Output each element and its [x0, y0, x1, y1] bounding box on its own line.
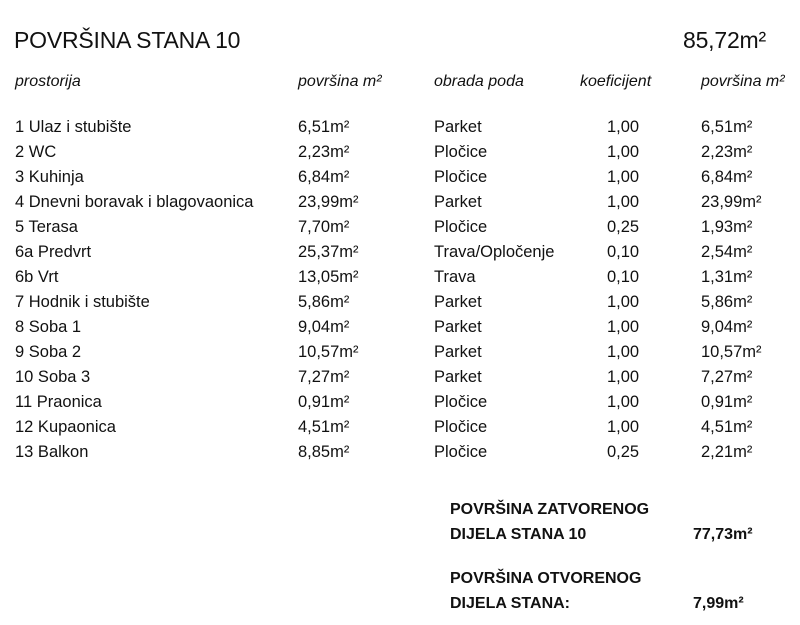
coefficient: 0,25 [607, 443, 640, 461]
room-name: 7 Hodnik i stubište [15, 293, 150, 311]
net-area: 0,91m² [701, 393, 753, 411]
net-area: 9,04m² [701, 318, 753, 336]
room-name: 13 Balkon [15, 443, 89, 461]
room-area: 6,51m² [298, 118, 350, 136]
table-row [0, 292, 800, 317]
total-area: 85,72m² [683, 27, 766, 53]
coefficient: 1,00 [607, 418, 640, 436]
room-name: 6a Predvrt [15, 243, 92, 261]
table-row [0, 242, 800, 267]
net-area: 5,86m² [701, 293, 753, 311]
room-name: 4 Dnevni boravak i blagovaonica [15, 193, 254, 211]
net-area: 10,57m² [701, 343, 762, 361]
coefficient: 1,00 [607, 293, 640, 311]
coefficient: 0,25 [607, 218, 640, 236]
floor-finish: Parket [434, 318, 482, 336]
room-name: 3 Kuhinja [15, 168, 84, 186]
table-row [0, 142, 800, 167]
room-name: 8 Soba 1 [15, 318, 82, 336]
coefficient: 1,00 [607, 318, 640, 336]
room-name: 2 WC [15, 143, 57, 161]
room-area: 6,84m² [298, 168, 350, 186]
column-header-coefficient: koeficijent [580, 73, 652, 90]
table-row [0, 442, 800, 467]
room-area: 0,91m² [298, 393, 350, 411]
column-header-area: površina m² [298, 73, 382, 90]
table-row [0, 392, 800, 417]
column-header-floor: obrada poda [434, 73, 524, 90]
floor-finish: Pločice [434, 218, 488, 236]
floor-finish: Trava/Opločenje [434, 243, 555, 261]
net-area: 6,51m² [701, 118, 753, 136]
room-area: 7,27m² [298, 368, 350, 386]
table-row [0, 117, 800, 142]
room-area: 5,86m² [298, 293, 350, 311]
table-row [0, 417, 800, 442]
floor-finish: Parket [434, 343, 482, 361]
net-area: 1,93m² [701, 218, 753, 236]
room-area: 7,70m² [298, 218, 350, 236]
open-area-summary [450, 566, 780, 616]
coefficient: 1,00 [607, 343, 640, 361]
coefficient: 0,10 [607, 243, 640, 261]
floor-finish: Trava [434, 268, 476, 286]
column-header-room: prostorija [15, 73, 81, 90]
net-area: 6,84m² [701, 168, 753, 186]
open-area-label-line-2: DIJELA STANA: [450, 595, 570, 612]
room-name: 11 Praonica [15, 393, 102, 411]
room-area: 23,99m² [298, 193, 359, 211]
room-area: 25,37m² [298, 243, 359, 261]
table-row [0, 192, 800, 217]
floor-finish: Parket [434, 368, 482, 386]
coefficient: 0,10 [607, 268, 640, 286]
room-name: 10 Soba 3 [15, 368, 91, 386]
closed-area-label-line-1: POVRŠINA ZATVORENOG [450, 501, 650, 518]
net-area: 2,23m² [701, 143, 753, 161]
floor-finish: Parket [434, 118, 482, 136]
coefficient: 1,00 [607, 118, 640, 136]
floor-finish: Pločice [434, 418, 488, 436]
closed-area-summary [450, 497, 780, 547]
open-area-label-line-1: POVRŠINA OTVORENOG [450, 570, 642, 587]
coefficient: 1,00 [607, 193, 640, 211]
coefficient: 1,00 [607, 143, 640, 161]
room-name: 1 Ulaz i stubište [15, 118, 132, 136]
table-row [0, 167, 800, 192]
room-table [0, 117, 800, 467]
closed-area-value: 77,73m² [693, 526, 753, 543]
floor-finish: Pločice [434, 443, 488, 461]
net-area: 1,31m² [701, 268, 753, 286]
open-area-value: 7,99m² [693, 595, 744, 612]
room-name: 9 Soba 2 [15, 343, 82, 361]
room-area: 10,57m² [298, 343, 359, 361]
table-row [0, 317, 800, 342]
floor-finish: Pločice [434, 393, 488, 411]
table-row [0, 367, 800, 392]
coefficient: 1,00 [607, 368, 640, 386]
net-area: 2,54m² [701, 243, 753, 261]
net-area: 7,27m² [701, 368, 753, 386]
coefficient: 1,00 [607, 393, 640, 411]
room-area: 4,51m² [298, 418, 350, 436]
net-area: 23,99m² [701, 193, 762, 211]
table-row [0, 267, 800, 292]
room-name: 6b Vrt [15, 268, 59, 286]
page-title: POVRŠINA STANA 10 [14, 27, 241, 53]
column-header-net-area: površina m² [701, 73, 785, 90]
floor-finish: Pločice [434, 168, 488, 186]
room-area: 9,04m² [298, 318, 350, 336]
room-area: 2,23m² [298, 143, 350, 161]
floor-finish: Parket [434, 193, 482, 211]
table-row [0, 217, 800, 242]
room-area: 13,05m² [298, 268, 359, 286]
table-row [0, 342, 800, 367]
net-area: 2,21m² [701, 443, 753, 461]
table-header [0, 73, 800, 97]
closed-area-label-line-2: DIJELA STANA 10 [450, 526, 587, 543]
room-area: 8,85m² [298, 443, 350, 461]
room-name: 12 Kupaonica [15, 418, 116, 436]
floor-finish: Parket [434, 293, 482, 311]
coefficient: 1,00 [607, 168, 640, 186]
floor-finish: Pločice [434, 143, 488, 161]
room-name: 5 Terasa [15, 218, 78, 236]
net-area: 4,51m² [701, 418, 753, 436]
